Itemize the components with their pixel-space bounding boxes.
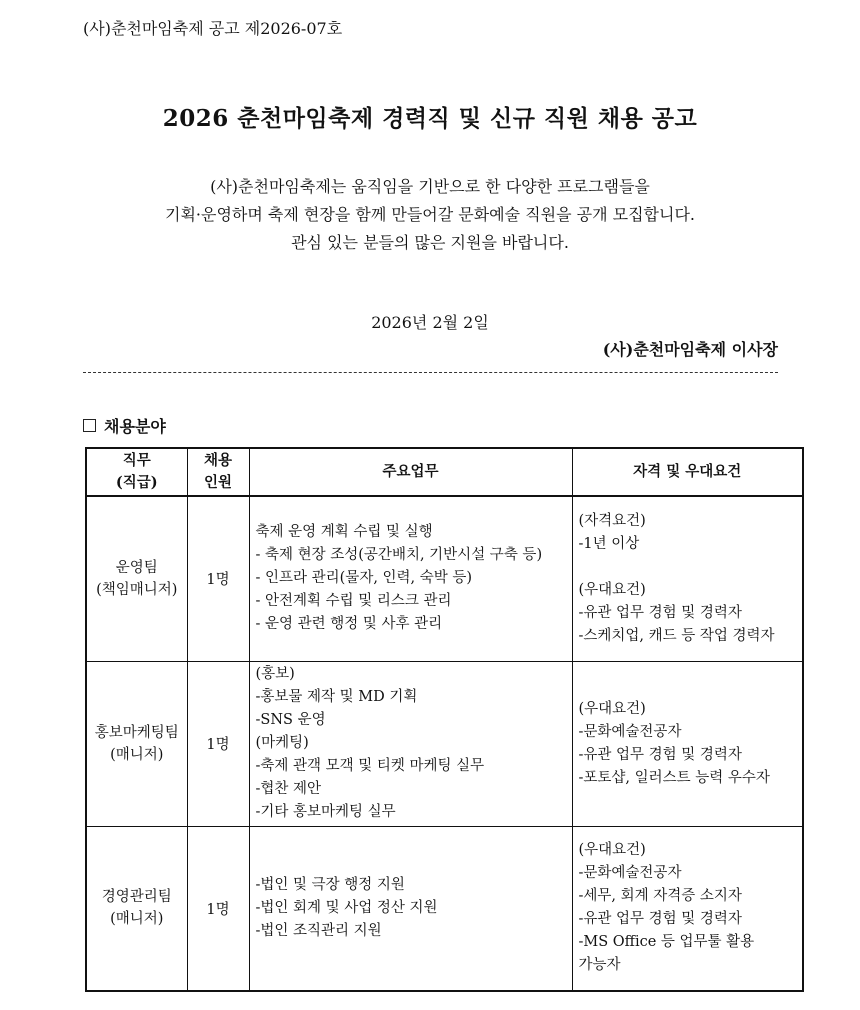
checkbox-icon bbox=[83, 419, 96, 432]
table-row bbox=[86, 496, 803, 661]
table-row bbox=[86, 826, 803, 991]
qualifications-cell: (우대요건) -문화예술전공자 -세무, 회계 자격증 소지자 -유관 업무 경험 및 경력자 -MS Office 등 업무툴 활용 가능자 bbox=[572, 826, 803, 991]
intro-line: 기획·운영하며 축제 현장을 함께 만들어갈 문화예술 직원을 공개 모집합니다. bbox=[165, 205, 695, 224]
page-title: 2026 춘천마임축제 경력직 및 신규 직원 채용 공고 bbox=[162, 105, 698, 132]
intro-line: 관심 있는 분들의 많은 지원을 바랍니다. bbox=[291, 233, 569, 252]
count-cell: 1명 bbox=[187, 826, 249, 991]
notice-date: 2026년 2월 2일 bbox=[371, 313, 489, 332]
recruitment-table bbox=[85, 447, 804, 992]
notice-number: (사)춘천마임축제 공고 제2026-07호 bbox=[83, 19, 343, 38]
role-cell: 경영관리팀 (매니저) bbox=[86, 826, 187, 991]
table-header-row bbox=[86, 448, 803, 496]
table-row bbox=[86, 661, 803, 826]
qualifications-cell: (우대요건) -문화예술전공자 -유관 업무 경험 및 경력자 -포토샵, 일러스트 능력 우수자 bbox=[572, 661, 803, 826]
role-cell: 홍보마케팅팀 (매니저) bbox=[86, 661, 187, 826]
intro-paragraph bbox=[0, 173, 860, 257]
count-cell: 1명 bbox=[187, 661, 249, 826]
header-qualifications: 자격 및 우대요건 bbox=[572, 448, 803, 496]
duties-cell: -법인 및 극장 행정 지원 -법인 회계 및 사업 정산 지원 -법인 조직관리 지원 bbox=[249, 826, 572, 991]
section-heading bbox=[83, 414, 166, 437]
duties-cell: (홍보) -홍보물 제작 및 MD 기획 -SNS 운영 (마케팅) -축제 관객 모객 및 티켓 마케팅 실무 -협찬 제안 -기타 홍보마케팅 실무 bbox=[249, 661, 572, 826]
duties-cell: 축제 운영 계획 수립 및 실행 - 축제 현장 조성(공간배치, 기반시설 구축 등) - 인프라 관리(물자, 인력, 숙박 등) - 안전계획 수립 및 리스크 관리 - 운영 관련 행정 및 사후 관리 bbox=[249, 496, 572, 661]
count-cell: 1명 bbox=[187, 496, 249, 661]
header-duties: 주요업무 bbox=[249, 448, 572, 496]
section-title: 채용분야 bbox=[104, 417, 166, 436]
header-count: 채용 인원 bbox=[187, 448, 249, 496]
dashed-divider bbox=[83, 372, 778, 373]
role-cell: 운영팀 (책임매니저) bbox=[86, 496, 187, 661]
qualifications-cell: (자격요건) -1년 이상 (우대요건) -유관 업무 경험 및 경력자 -스케치업, 캐드 등 작업 경력자 bbox=[572, 496, 803, 661]
organization-signature: (사)춘천마임축제 이사장 bbox=[602, 340, 778, 359]
header-role: 직무 (직급) bbox=[86, 448, 187, 496]
intro-line: (사)춘천마임축제는 움직임을 기반으로 한 다양한 프로그램들을 bbox=[210, 177, 650, 196]
